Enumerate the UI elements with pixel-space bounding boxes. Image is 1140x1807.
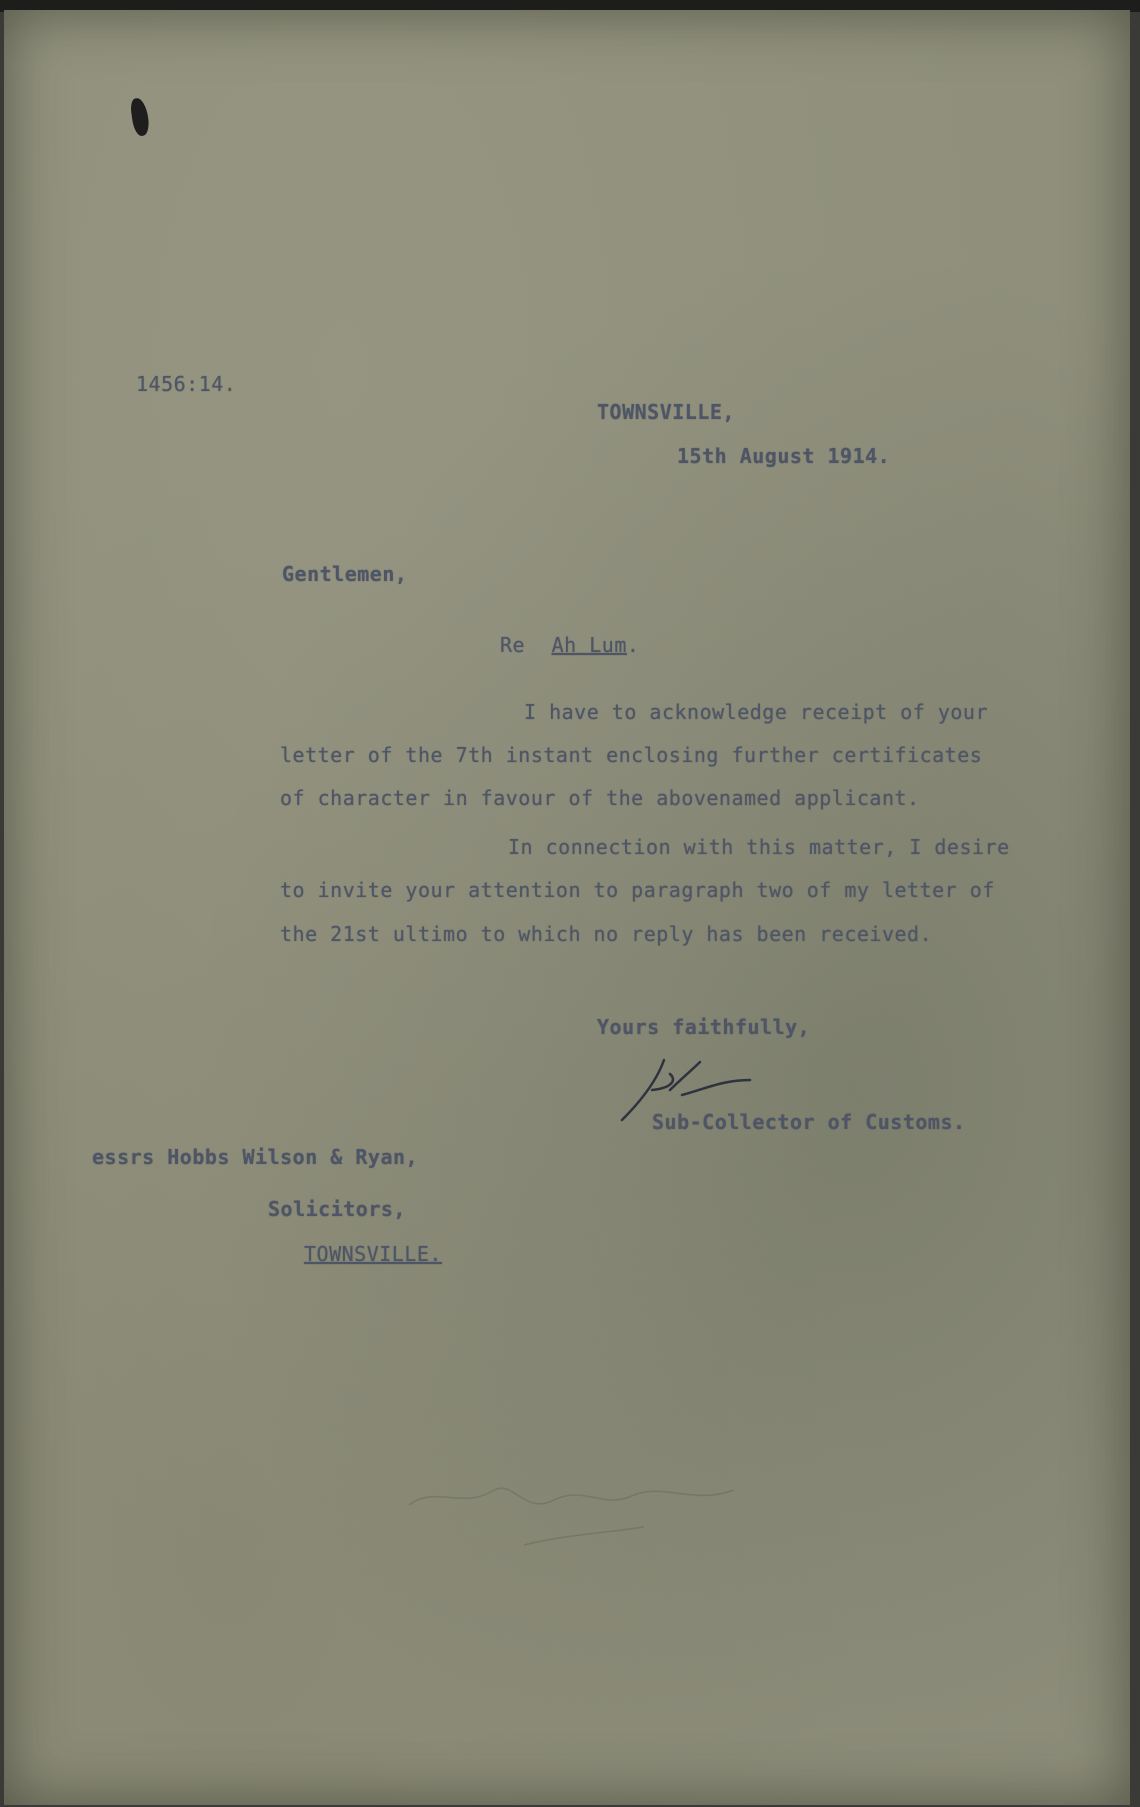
body-line-4: In connection with this matter, I desire [508, 835, 1010, 859]
reference-number: 1456:14. [136, 372, 237, 396]
ink-mark [129, 97, 150, 137]
place-heading: TOWNSVILLE, [597, 400, 735, 424]
body-line-5: to invite your attention to paragraph two of my letter of [280, 878, 995, 902]
body-line-2: letter of the 7th instant enclosing further certificates [280, 743, 983, 767]
signatory-title: Sub-Collector of Customs. [652, 1110, 966, 1134]
addressee-line-3: TOWNSVILLE. [304, 1242, 442, 1266]
pencil-notation [404, 1465, 744, 1555]
addressee-line-1: essrs Hobbs Wilson & Ryan, [92, 1145, 419, 1169]
body-line-3: of character in favour of the abovenamed applicant. [280, 786, 920, 810]
subject-prefix: Re [500, 633, 526, 657]
letter-sheet [4, 10, 1130, 1805]
salutation: Gentlemen, [282, 562, 408, 586]
letter-date: 15th August 1914. [677, 444, 891, 468]
subject-suffix: . [626, 633, 640, 657]
body-line-6: the 21st ultimo to which no reply has been received. [280, 922, 933, 946]
addressee-line-2: Solicitors, [268, 1197, 406, 1221]
closing: Yours faithfully, [597, 1015, 811, 1039]
subject-name: Ah Lum [551, 633, 627, 657]
subject-line [500, 633, 639, 657]
body-line-1: I have to acknowledge receipt of your [524, 700, 989, 724]
